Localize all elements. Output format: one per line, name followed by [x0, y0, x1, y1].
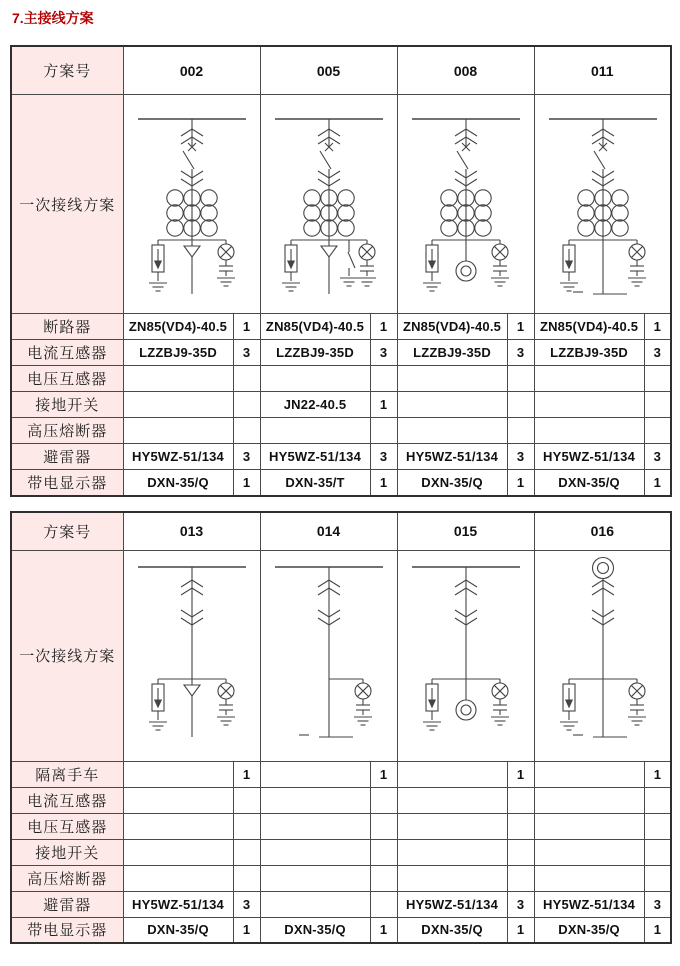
one-line-diagram-svg: [535, 95, 671, 313]
model-cell: LZZBJ9-35D: [260, 340, 370, 366]
model-cell: [397, 366, 507, 392]
qty-cell: [370, 787, 397, 813]
withdrawable-breaker-icon: [455, 119, 477, 240]
cable-line: [573, 679, 627, 737]
qty-cell: [233, 813, 260, 839]
qty-cell: [370, 839, 397, 865]
arrester-icon: [149, 679, 167, 730]
qty-cell: 3: [233, 340, 260, 366]
one-line-diagram-svg: [535, 551, 671, 761]
qty-cell: [644, 418, 671, 444]
qty-cell: [370, 418, 397, 444]
ground-icon: [491, 278, 509, 286]
feeder-arrow-icon: [184, 240, 200, 294]
charged-display-icon: [354, 679, 372, 725]
model-cell: ZN85(VD4)-40.5: [397, 314, 507, 340]
one-line-diagram-011: [534, 95, 671, 314]
qty-cell: 1: [644, 314, 671, 340]
ground-icon: [217, 278, 235, 286]
qty-cell: 1: [644, 917, 671, 943]
ground-icon: [560, 283, 578, 291]
cable-terminal-icon: [592, 557, 613, 578]
model-cell: [260, 839, 370, 865]
qty-cell: [233, 392, 260, 418]
model-cell: HY5WZ-51/134: [397, 444, 507, 470]
page-title: 7.主接线方案: [12, 10, 94, 26]
model-cell: LZZBJ9-35D: [397, 340, 507, 366]
ground-icon: [149, 283, 167, 291]
qty-cell: [507, 865, 534, 891]
diagram-row-label: 一次接线方案: [11, 550, 123, 761]
ground-icon: [423, 722, 441, 730]
model-cell: ZN85(VD4)-40.5: [123, 314, 233, 340]
qty-cell: 3: [644, 340, 671, 366]
component-label: 接地开关: [11, 839, 123, 865]
qty-cell: [370, 366, 397, 392]
one-line-diagram-svg: [261, 95, 397, 313]
qty-cell: 1: [233, 761, 260, 787]
qty-cell: [644, 392, 671, 418]
one-line-diagram-005: [260, 95, 397, 314]
arrester-icon: [560, 679, 578, 730]
component-label: 避雷器: [11, 891, 123, 917]
qty-cell: 3: [644, 444, 671, 470]
qty-cell: [370, 865, 397, 891]
scheme-number-014: 014: [260, 512, 397, 551]
model-cell: ZN85(VD4)-40.5: [534, 314, 644, 340]
model-cell: HY5WZ-51/134: [534, 891, 644, 917]
model-cell: [397, 865, 507, 891]
one-line-diagram-svg: [398, 95, 534, 313]
qty-cell: [233, 418, 260, 444]
qty-cell: 3: [507, 891, 534, 917]
charged-display-icon: [358, 240, 376, 286]
component-label: 高压熔断器: [11, 418, 123, 444]
model-cell: [123, 392, 233, 418]
qty-cell: 1: [370, 470, 397, 496]
one-line-diagram-002: [123, 95, 260, 314]
arrester-icon: [149, 240, 167, 291]
component-label: 电压互感器: [11, 366, 123, 392]
scheme-number-002: 002: [123, 46, 260, 95]
qty-cell: 3: [233, 444, 260, 470]
model-cell: [534, 366, 644, 392]
qty-cell: [507, 813, 534, 839]
model-cell: [534, 392, 644, 418]
qty-cell: 1: [233, 314, 260, 340]
diagram-row-label: 一次接线方案: [11, 95, 123, 314]
model-cell: HY5WZ-51/134: [534, 444, 644, 470]
model-cell: [123, 366, 233, 392]
qty-cell: [233, 366, 260, 392]
model-cell: DXN-35/Q: [397, 470, 507, 496]
model-cell: [123, 418, 233, 444]
cable-line: [299, 679, 353, 737]
scheme-table-2: [10, 511, 672, 945]
qty-cell: [370, 813, 397, 839]
arrester-icon: [560, 240, 578, 291]
qty-cell: 1: [507, 314, 534, 340]
model-cell: [534, 418, 644, 444]
qty-cell: 1: [644, 761, 671, 787]
model-cell: DXN-35/Q: [123, 917, 233, 943]
qty-cell: 1: [370, 392, 397, 418]
model-cell: DXN-35/T: [260, 470, 370, 496]
component-label: 避雷器: [11, 444, 123, 470]
ground-icon: [358, 278, 376, 286]
model-cell: DXN-35/Q: [534, 470, 644, 496]
arrester-icon: [423, 679, 441, 730]
qty-cell: 1: [233, 470, 260, 496]
model-cell: HY5WZ-51/134: [260, 444, 370, 470]
charged-display-icon: [217, 679, 235, 725]
ground-icon: [628, 717, 646, 725]
cable-end-marks: [573, 292, 627, 294]
qty-cell: [644, 787, 671, 813]
model-cell: [123, 761, 233, 787]
qty-cell: [233, 787, 260, 813]
model-cell: [260, 813, 370, 839]
scheme-table-1: [10, 45, 672, 497]
model-cell: LZZBJ9-35D: [123, 340, 233, 366]
model-cell: HY5WZ-51/134: [397, 891, 507, 917]
arrester-icon: [423, 240, 441, 291]
qty-cell: [644, 366, 671, 392]
charged-display-icon: [491, 679, 509, 725]
model-cell: [397, 761, 507, 787]
qty-cell: [644, 813, 671, 839]
component-label: 隔离手车: [11, 761, 123, 787]
component-label: 电流互感器: [11, 787, 123, 813]
qty-cell: 1: [370, 314, 397, 340]
component-label: 接地开关: [11, 392, 123, 418]
model-cell: DXN-35/Q: [260, 917, 370, 943]
ground-icon: [423, 283, 441, 291]
withdrawable-breaker-icon: [181, 119, 203, 240]
scheme-number-013: 013: [123, 512, 260, 551]
arrester-icon: [282, 240, 300, 291]
cable-line: [573, 240, 627, 294]
cable-terminal-icon: [456, 679, 476, 720]
model-cell: DXN-35/Q: [123, 470, 233, 496]
qty-cell: [644, 839, 671, 865]
model-cell: [260, 366, 370, 392]
feeder-arrow-icon: [184, 679, 200, 737]
model-cell: [260, 865, 370, 891]
qty-cell: 1: [507, 917, 534, 943]
model-cell: [397, 787, 507, 813]
model-cell: [397, 839, 507, 865]
model-cell: [123, 787, 233, 813]
one-line-diagram-svg: [261, 551, 397, 761]
scheme-number-011: 011: [534, 46, 671, 95]
model-cell: [534, 787, 644, 813]
qty-cell: 3: [507, 444, 534, 470]
model-cell: DXN-35/Q: [534, 917, 644, 943]
model-cell: [123, 813, 233, 839]
model-cell: [123, 839, 233, 865]
one-line-diagram-svg: [124, 551, 260, 761]
qty-cell: 3: [370, 444, 397, 470]
ground-icon: [354, 717, 372, 725]
qty-cell: [507, 392, 534, 418]
model-cell: [260, 418, 370, 444]
charged-display-icon: [491, 240, 509, 286]
ground-icon: [340, 278, 358, 286]
qty-cell: 1: [644, 470, 671, 496]
qty-cell: 1: [370, 917, 397, 943]
cable-terminal-icon: [456, 240, 476, 281]
ground-icon: [491, 717, 509, 725]
model-cell: HY5WZ-51/134: [123, 891, 233, 917]
model-cell: [260, 787, 370, 813]
qty-cell: [644, 865, 671, 891]
one-line-diagram-015: [397, 550, 534, 761]
earth-switch-icon: [340, 240, 358, 286]
ground-icon: [217, 717, 235, 725]
qty-cell: 1: [370, 761, 397, 787]
qty-cell: [233, 839, 260, 865]
qty-cell: 3: [233, 891, 260, 917]
qty-cell: [507, 418, 534, 444]
model-cell: [123, 865, 233, 891]
model-cell: [534, 813, 644, 839]
model-cell: DXN-35/Q: [397, 917, 507, 943]
component-label: 带电显示器: [11, 917, 123, 943]
one-line-diagram-016: [534, 550, 671, 761]
scheme-number-005: 005: [260, 46, 397, 95]
charged-display-icon: [628, 679, 646, 725]
model-cell: HY5WZ-51/134: [123, 444, 233, 470]
qty-cell: [233, 865, 260, 891]
qty-cell: [507, 839, 534, 865]
qty-cell: 3: [644, 891, 671, 917]
ground-icon: [149, 722, 167, 730]
component-label: 带电显示器: [11, 470, 123, 496]
model-cell: [534, 839, 644, 865]
qty-cell: 3: [507, 340, 534, 366]
model-cell: [397, 418, 507, 444]
one-line-diagram-013: [123, 550, 260, 761]
ground-icon: [628, 278, 646, 286]
withdrawable-breaker-icon: [318, 119, 340, 240]
model-cell: [534, 865, 644, 891]
qty-cell: [507, 366, 534, 392]
feeder-arrow-icon: [321, 240, 337, 294]
component-label: 电压互感器: [11, 813, 123, 839]
qty-cell: [507, 787, 534, 813]
qty-cell: 1: [507, 470, 534, 496]
scheme-number-015: 015: [397, 512, 534, 551]
one-line-diagram-svg: [124, 95, 260, 313]
charged-display-icon: [217, 240, 235, 286]
qty-cell: [370, 891, 397, 917]
component-label: 断路器: [11, 314, 123, 340]
scheme-number-016: 016: [534, 512, 671, 551]
component-label: 电流互感器: [11, 340, 123, 366]
model-cell: JN22-40.5: [260, 392, 370, 418]
model-cell: [260, 761, 370, 787]
model-cell: [397, 813, 507, 839]
qty-cell: 1: [507, 761, 534, 787]
model-cell: [534, 761, 644, 787]
ground-icon: [560, 722, 578, 730]
qty-cell: 1: [233, 917, 260, 943]
qty-cell: 3: [370, 340, 397, 366]
model-cell: [397, 392, 507, 418]
component-label: 高压熔断器: [11, 865, 123, 891]
charged-display-icon: [628, 240, 646, 286]
one-line-diagram-014: [260, 550, 397, 761]
one-line-diagram-008: [397, 95, 534, 314]
cable-end-marks: [299, 735, 353, 737]
withdrawable-breaker-icon: [592, 119, 614, 240]
ground-icon: [282, 283, 300, 291]
scheme-number-label: 方案号: [11, 512, 123, 551]
model-cell: ZN85(VD4)-40.5: [260, 314, 370, 340]
model-cell: LZZBJ9-35D: [534, 340, 644, 366]
scheme-number-008: 008: [397, 46, 534, 95]
one-line-diagram-svg: [398, 551, 534, 761]
scheme-number-label: 方案号: [11, 46, 123, 95]
cable-end-marks: [573, 735, 627, 737]
model-cell: [260, 891, 370, 917]
